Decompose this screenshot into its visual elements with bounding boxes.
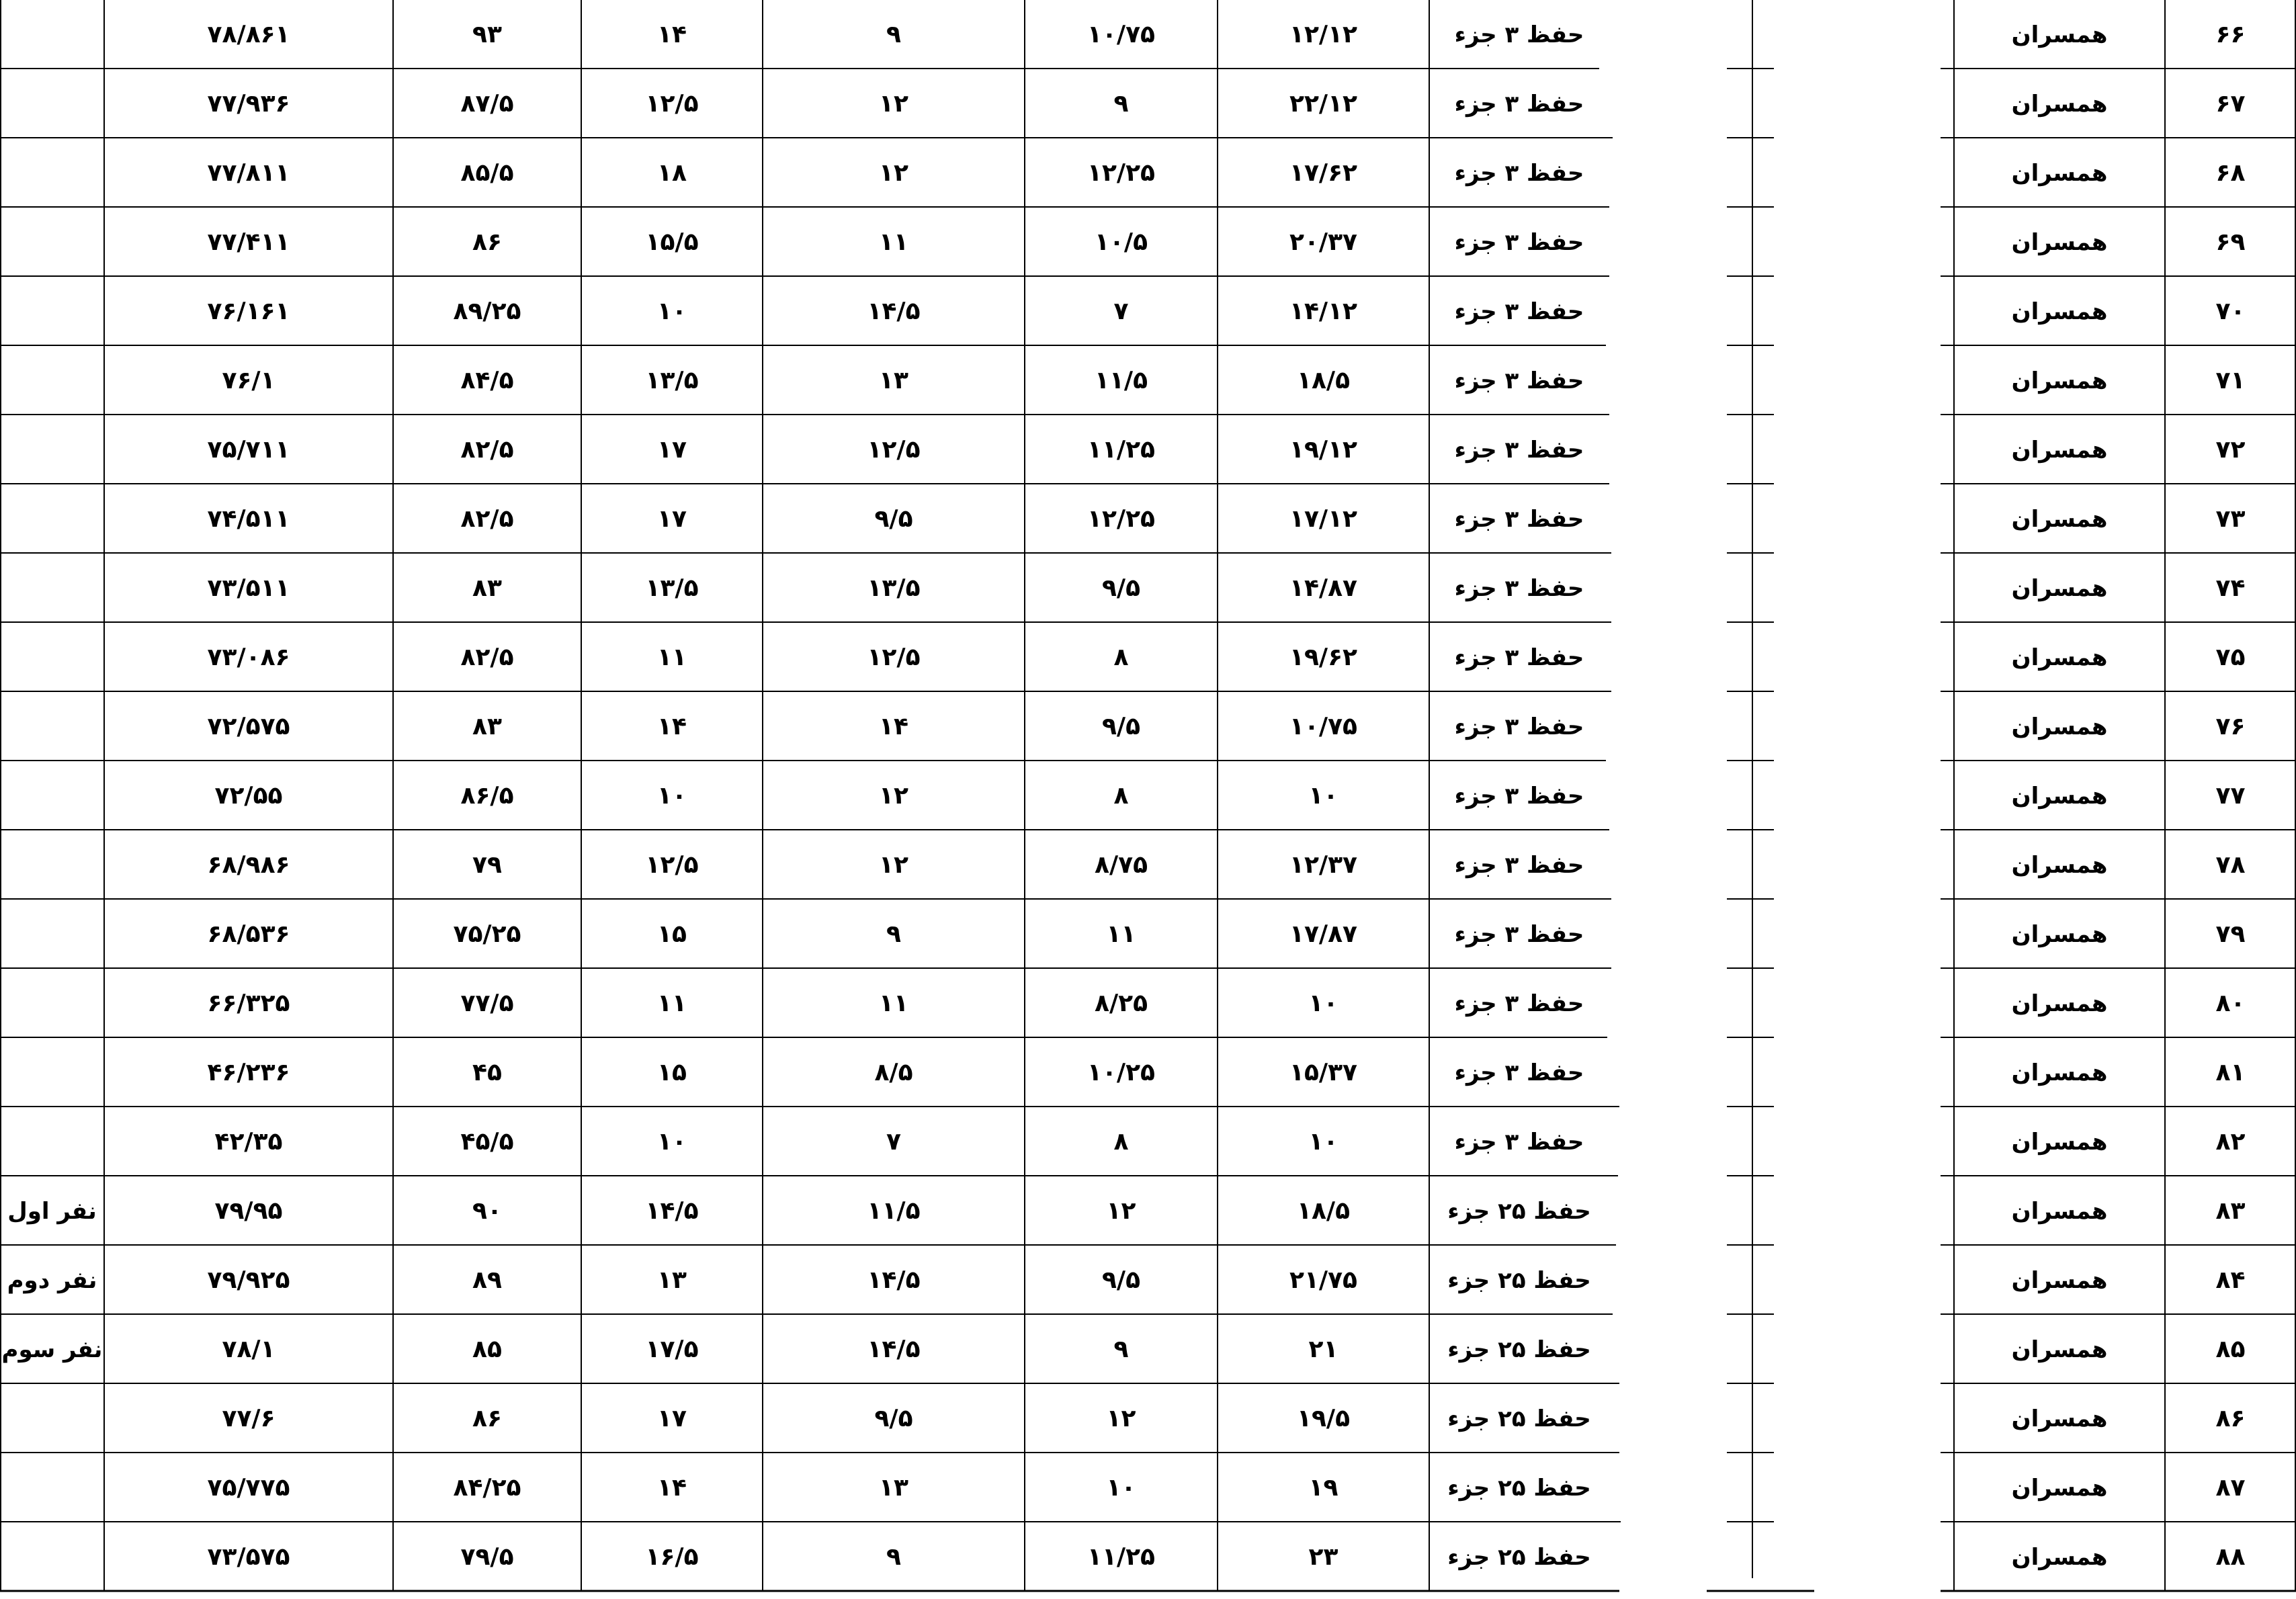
cell-group: همسران xyxy=(2011,1197,2108,1225)
table-row xyxy=(0,277,2296,346)
table-row xyxy=(0,554,2296,623)
cell-total: ۷۷/۴۱۱ xyxy=(207,228,290,256)
cell-total: ۶۸/۹۸۶ xyxy=(207,851,290,879)
cell-total: ۷۵/۷۷۵ xyxy=(207,1474,290,1502)
cell-group: همسران xyxy=(2011,505,2108,533)
cell-rank xyxy=(0,208,104,277)
cell-s4: ۱۱ xyxy=(657,990,687,1017)
cell-group: همسران xyxy=(2011,1474,2108,1502)
cell-s4: ۱۵/۵ xyxy=(645,228,699,256)
cell-course: حفظ ۳ جزء xyxy=(1454,436,1584,464)
cell-s5: ۷۹/۵ xyxy=(460,1543,514,1571)
cell-group: همسران xyxy=(2011,159,2108,187)
cell-s4: ۱۴ xyxy=(657,713,687,740)
cell-course: حفظ ۳ جزء xyxy=(1454,574,1584,602)
cell-course: حفظ ۳ جزء xyxy=(1454,21,1584,48)
cell-row-no: ۷۰ xyxy=(2215,298,2246,325)
cell-total: ۴۶/۲۳۶ xyxy=(207,1059,290,1086)
cell-s3: ۱۱/۵ xyxy=(867,1197,921,1225)
cell-total: ۷۳/۵۷۵ xyxy=(207,1543,290,1571)
cell-course: حفظ ۲۵ جزء xyxy=(1447,1266,1591,1294)
cell-rank: نفر اول xyxy=(7,1197,97,1225)
cell-s5: ۸۲/۵ xyxy=(460,505,514,533)
cell-row-no: ۷۸ xyxy=(2215,851,2246,879)
cell-group: همسران xyxy=(2011,1543,2108,1571)
cell-s2: ۸ xyxy=(1113,1128,1129,1156)
cell-course: حفظ ۳ جزء xyxy=(1454,713,1584,740)
cell-s2: ۱۰/۷۵ xyxy=(1087,21,1156,48)
cell-s1: ۱۹ xyxy=(1308,1474,1338,1502)
cell-course: حفظ ۳ جزء xyxy=(1454,367,1584,394)
cell-s1: ۱۲/۱۲ xyxy=(1289,21,1358,48)
cell-s3: ۱۲/۵ xyxy=(867,644,921,671)
cell-s1: ۱۰ xyxy=(1308,1128,1338,1156)
table-row xyxy=(0,1384,2296,1453)
cell-s5: ۸۳ xyxy=(472,713,502,740)
cell-rank xyxy=(0,138,104,208)
cell-group: همسران xyxy=(2011,436,2108,464)
cell-row-no: ۷۵ xyxy=(2215,644,2246,671)
cell-s2: ۱۲ xyxy=(1106,1197,1136,1225)
cell-total: ۷۶/۱ xyxy=(222,367,275,394)
cell-rank xyxy=(0,692,104,761)
cell-s5: ۸۴/۲۵ xyxy=(453,1474,521,1502)
cell-s2: ۸ xyxy=(1113,644,1129,671)
cell-total: ۷۴/۵۱۱ xyxy=(207,505,290,533)
cell-s2: ۱۲/۲۵ xyxy=(1087,159,1156,187)
cell-s4: ۱۰ xyxy=(657,782,687,810)
cell-rank xyxy=(0,1384,104,1453)
cell-group: همسران xyxy=(2011,920,2108,948)
cell-s1: ۱۹/۶۲ xyxy=(1289,644,1358,671)
cell-row-no: ۷۱ xyxy=(2215,367,2246,394)
table-row xyxy=(0,415,2296,484)
table-row xyxy=(0,1038,2296,1107)
cell-s4: ۱۵ xyxy=(657,1059,687,1086)
cell-total: ۷۶/۱۶۱ xyxy=(207,298,290,325)
table-row xyxy=(0,969,2296,1038)
cell-course: حفظ ۳ جزء xyxy=(1454,228,1584,256)
cell-course: حفظ ۳ جزء xyxy=(1454,644,1584,671)
cell-course: حفظ ۳ جزء xyxy=(1454,1059,1584,1086)
cell-s1: ۲۱/۷۵ xyxy=(1289,1266,1358,1294)
cell-s2: ۹/۵ xyxy=(1101,1266,1141,1294)
cell-s5: ۸۶ xyxy=(472,1405,502,1432)
cell-s4: ۱۴ xyxy=(657,21,687,48)
cell-group: همسران xyxy=(2011,574,2108,602)
cell-s1: ۱۹/۵ xyxy=(1296,1405,1351,1432)
cell-rank xyxy=(0,277,104,346)
cell-s5: ۹۳ xyxy=(472,21,502,48)
cell-s4: ۱۳/۵ xyxy=(645,574,699,602)
cell-s5: ۸۶/۵ xyxy=(460,782,514,810)
cell-s2: ۱۱/۲۵ xyxy=(1087,436,1156,464)
cell-s3: ۹/۵ xyxy=(874,505,913,533)
cell-s3: ۹ xyxy=(886,920,901,948)
cell-row-no: ۷۶ xyxy=(2215,713,2246,740)
cell-s1: ۱۸/۵ xyxy=(1296,367,1351,394)
cell-s2: ۱۰/۲۵ xyxy=(1087,1059,1156,1086)
cell-s4: ۱۲/۵ xyxy=(645,90,699,118)
cell-s3: ۸/۵ xyxy=(874,1059,913,1086)
cell-s3: ۱۲ xyxy=(879,851,908,879)
cell-s5: ۸۵/۵ xyxy=(460,159,514,187)
cell-row-no: ۷۲ xyxy=(2215,436,2246,464)
cell-s3: ۱۲ xyxy=(879,90,908,118)
cell-row-no: ۷۴ xyxy=(2215,574,2246,602)
cell-s1: ۱۷/۶۲ xyxy=(1289,159,1358,187)
cell-rank xyxy=(0,554,104,623)
cell-s4: ۱۷ xyxy=(657,436,687,464)
cell-row-no: ۷۷ xyxy=(2215,782,2246,810)
cell-s2: ۱۲ xyxy=(1106,1405,1136,1432)
cell-s1: ۱۰/۷۵ xyxy=(1289,713,1358,740)
cell-s4: ۱۳ xyxy=(657,1266,687,1294)
cell-s3: ۹ xyxy=(886,1543,901,1571)
cell-s5: ۴۵ xyxy=(472,1059,502,1086)
cell-total: ۷۸/۱ xyxy=(222,1336,275,1363)
cell-group: همسران xyxy=(2011,1059,2108,1086)
cell-s5: ۷۹ xyxy=(472,851,502,879)
cell-group: همسران xyxy=(2011,1405,2108,1432)
cell-s3: ۱۴ xyxy=(879,713,908,740)
cell-total: ۷۵/۷۱۱ xyxy=(207,436,290,464)
cell-group: همسران xyxy=(2011,298,2108,325)
cell-s1: ۲۱ xyxy=(1308,1336,1338,1363)
cell-s2: ۸/۲۵ xyxy=(1094,990,1148,1017)
cell-total: ۷۲/۵۵ xyxy=(214,782,283,810)
cell-s5: ۸۶ xyxy=(472,228,502,256)
cell-course: حفظ ۳ جزء xyxy=(1454,505,1584,533)
cell-course: حفظ ۳ جزء xyxy=(1454,782,1584,810)
cell-s1: ۱۹/۱۲ xyxy=(1289,436,1358,464)
cell-rank xyxy=(0,1453,104,1522)
cell-row-no: ۸۲ xyxy=(2215,1128,2246,1156)
cell-rank: نفر دوم xyxy=(7,1266,97,1294)
cell-s1: ۱۲/۳۷ xyxy=(1289,851,1358,879)
cell-s3: ۹/۵ xyxy=(874,1405,913,1432)
cell-total: ۷۸/۸۶۱ xyxy=(207,21,290,48)
cell-row-no: ۷۳ xyxy=(2215,505,2246,533)
table-row xyxy=(0,1107,2296,1176)
cell-row-no: ۶۸ xyxy=(2215,159,2246,187)
cell-group: همسران xyxy=(2011,367,2108,394)
cell-row-no: ۸۳ xyxy=(2215,1197,2246,1225)
cell-total: ۷۳/۵۱۱ xyxy=(207,574,290,602)
table-row xyxy=(0,1315,2296,1384)
cell-s3: ۱۳/۵ xyxy=(867,574,921,602)
cell-rank xyxy=(0,484,104,554)
cell-s2: ۱۱/۲۵ xyxy=(1087,1543,1156,1571)
cell-s4: ۱۴/۵ xyxy=(645,1197,699,1225)
cell-s4: ۱۶/۵ xyxy=(645,1543,699,1571)
cell-s3: ۱۴/۵ xyxy=(867,1266,921,1294)
cell-s4: ۱۰ xyxy=(657,298,687,325)
cell-s3: ۱۲ xyxy=(879,159,908,187)
cell-s5: ۸۷/۵ xyxy=(460,90,514,118)
cell-row-no: ۸۷ xyxy=(2215,1474,2246,1502)
cell-course: حفظ ۳ جزء xyxy=(1454,851,1584,879)
table-row xyxy=(0,692,2296,761)
cell-total: ۷۳/۰۸۶ xyxy=(207,644,290,671)
cell-s3: ۱۳ xyxy=(879,367,908,394)
cell-s2: ۱۱/۵ xyxy=(1094,367,1148,394)
cell-s1: ۱۰ xyxy=(1308,990,1338,1017)
cell-s3: ۷ xyxy=(886,1128,901,1156)
cell-group: همسران xyxy=(2011,644,2108,671)
cell-s4: ۱۵ xyxy=(657,920,687,948)
cell-rank xyxy=(0,900,104,969)
table-row xyxy=(0,138,2296,208)
cell-total: ۶۶/۳۲۵ xyxy=(207,990,290,1017)
cell-row-no: ۸۸ xyxy=(2215,1543,2246,1571)
cell-s3: ۱۲ xyxy=(879,782,908,810)
cell-s1: ۲۰/۳۷ xyxy=(1289,228,1358,256)
cell-s1: ۲۳ xyxy=(1308,1543,1338,1571)
table-row xyxy=(0,1453,2296,1522)
cell-s5: ۸۲/۵ xyxy=(460,644,514,671)
cell-group: همسران xyxy=(2011,1266,2108,1294)
cell-group: همسران xyxy=(2011,228,2108,256)
cell-row-no: ۶۷ xyxy=(2215,90,2246,118)
cell-total: ۷۷/۸۱۱ xyxy=(207,159,290,187)
cell-course: حفظ ۳ جزء xyxy=(1454,298,1584,325)
cell-s4: ۱۱ xyxy=(657,644,687,671)
cell-s1: ۱۵/۳۷ xyxy=(1289,1059,1358,1086)
cell-s3: ۱۱ xyxy=(879,228,908,256)
cell-s2: ۱۲/۲۵ xyxy=(1087,505,1156,533)
cell-s4: ۱۸ xyxy=(657,159,687,187)
cell-s2: ۹/۵ xyxy=(1101,574,1141,602)
cell-group: همسران xyxy=(2011,782,2108,810)
cell-s1: ۱۷/۸۷ xyxy=(1289,920,1358,948)
cell-s2: ۷ xyxy=(1113,298,1129,325)
cell-s2: ۹ xyxy=(1113,1336,1129,1363)
table-row xyxy=(0,1246,2296,1315)
cell-s5: ۴۵/۵ xyxy=(460,1128,514,1156)
cell-s1: ۱۴/۱۲ xyxy=(1289,298,1358,325)
cell-s1: ۲۲/۱۲ xyxy=(1289,90,1358,118)
cell-course: حفظ ۲۵ جزء xyxy=(1447,1543,1591,1571)
cell-group: همسران xyxy=(2011,1336,2108,1363)
cell-s3: ۹ xyxy=(886,21,901,48)
cell-total: ۷۲/۵۷۵ xyxy=(207,713,290,740)
cell-course: حفظ ۳ جزء xyxy=(1454,1128,1584,1156)
cell-s4: ۱۳/۵ xyxy=(645,367,699,394)
cell-total: ۷۹/۹۲۵ xyxy=(207,1266,290,1294)
cell-s3: ۱۱ xyxy=(879,990,908,1017)
table-row xyxy=(0,830,2296,900)
cell-row-no: ۶۹ xyxy=(2215,228,2246,256)
table-row xyxy=(0,69,2296,138)
cell-rank xyxy=(0,69,104,138)
table-row xyxy=(0,0,2296,69)
cell-s4: ۱۲/۵ xyxy=(645,851,699,879)
cell-row-no: ۶۶ xyxy=(2215,21,2246,48)
cell-rank xyxy=(0,761,104,830)
cell-row-no: ۸۱ xyxy=(2215,1059,2246,1086)
cell-rank xyxy=(0,1038,104,1107)
cell-s4: ۱۴ xyxy=(657,1474,687,1502)
cell-s1: ۱۰ xyxy=(1308,782,1338,810)
cell-row-no: ۸۴ xyxy=(2215,1266,2246,1294)
cell-s3: ۱۲/۵ xyxy=(867,436,921,464)
cell-s2: ۱۰ xyxy=(1106,1474,1136,1502)
cell-rank: نفر سوم xyxy=(1,1336,103,1363)
cell-row-no: ۸۰ xyxy=(2215,990,2246,1017)
cell-s2: ۸/۷۵ xyxy=(1094,851,1148,879)
cell-total: ۷۷/۹۳۶ xyxy=(207,90,290,118)
cell-course: حفظ ۲۵ جزء xyxy=(1447,1336,1591,1363)
cell-s5: ۹۰ xyxy=(472,1197,502,1225)
cell-row-no: ۷۹ xyxy=(2215,920,2246,948)
cell-s2: ۱۱ xyxy=(1106,920,1136,948)
cell-group: همسران xyxy=(2011,90,2108,118)
cell-s4: ۱۷ xyxy=(657,505,687,533)
cell-rank xyxy=(0,1522,104,1592)
cell-s4: ۱۰ xyxy=(657,1128,687,1156)
cell-total: ۷۷/۶ xyxy=(222,1405,275,1432)
cell-course: حفظ ۳ جزء xyxy=(1454,990,1584,1017)
cell-s5: ۸۳ xyxy=(472,574,502,602)
cell-course: حفظ ۲۵ جزء xyxy=(1447,1405,1591,1432)
table-row xyxy=(0,623,2296,692)
cell-course: حفظ ۲۵ جزء xyxy=(1447,1474,1591,1502)
cell-total: ۷۹/۹۵ xyxy=(214,1197,283,1225)
cell-group: همسران xyxy=(2011,851,2108,879)
cell-s5: ۸۹ xyxy=(472,1266,502,1294)
cell-s2: ۸ xyxy=(1113,782,1129,810)
cell-row-no: ۸۵ xyxy=(2215,1336,2246,1363)
table-row xyxy=(0,761,2296,830)
cell-s5: ۷۵/۲۵ xyxy=(453,920,521,948)
cell-group: همسران xyxy=(2011,21,2108,48)
table-row xyxy=(0,346,2296,415)
table-row xyxy=(0,484,2296,554)
cell-s5: ۸۴/۵ xyxy=(460,367,514,394)
cell-s1: ۱۷/۱۲ xyxy=(1289,505,1358,533)
table-row xyxy=(0,208,2296,277)
cell-s1: ۱۸/۵ xyxy=(1296,1197,1351,1225)
cell-course: حفظ ۳ جزء xyxy=(1454,920,1584,948)
cell-s5: ۸۲/۵ xyxy=(460,436,514,464)
cell-rank xyxy=(0,346,104,415)
cell-s3: ۱۳ xyxy=(879,1474,908,1502)
cell-course: حفظ ۲۵ جزء xyxy=(1447,1197,1591,1225)
cell-group: همسران xyxy=(2011,713,2108,740)
cell-rank xyxy=(0,623,104,692)
table-row xyxy=(0,1176,2296,1246)
cell-course: حفظ ۳ جزء xyxy=(1454,159,1584,187)
cell-s4: ۱۷/۵ xyxy=(645,1336,699,1363)
cell-rank xyxy=(0,1107,104,1176)
cell-s3: ۱۴/۵ xyxy=(867,1336,921,1363)
cell-s1: ۱۴/۸۷ xyxy=(1289,574,1358,602)
cell-rank xyxy=(0,0,104,69)
cell-rank xyxy=(0,830,104,900)
cell-group: همسران xyxy=(2011,1128,2108,1156)
cell-group: همسران xyxy=(2011,990,2108,1017)
cell-s5: ۸۹/۲۵ xyxy=(453,298,521,325)
cell-s2: ۹/۵ xyxy=(1101,713,1141,740)
cell-s5: ۷۷/۵ xyxy=(460,990,514,1017)
cell-s3: ۱۴/۵ xyxy=(867,298,921,325)
table-row xyxy=(0,900,2296,969)
cell-s2: ۱۰/۵ xyxy=(1094,228,1148,256)
cell-s4: ۱۷ xyxy=(657,1405,687,1432)
cell-rank xyxy=(0,969,104,1038)
table-row xyxy=(0,1522,2296,1592)
cell-course: حفظ ۳ جزء xyxy=(1454,90,1584,118)
cell-total: ۴۲/۳۵ xyxy=(214,1128,283,1156)
cell-s2: ۹ xyxy=(1113,90,1129,118)
cell-s5: ۸۵ xyxy=(472,1336,502,1363)
cell-row-no: ۸۶ xyxy=(2215,1405,2246,1432)
cell-rank xyxy=(0,415,104,484)
cell-total: ۶۸/۵۳۶ xyxy=(207,920,290,948)
